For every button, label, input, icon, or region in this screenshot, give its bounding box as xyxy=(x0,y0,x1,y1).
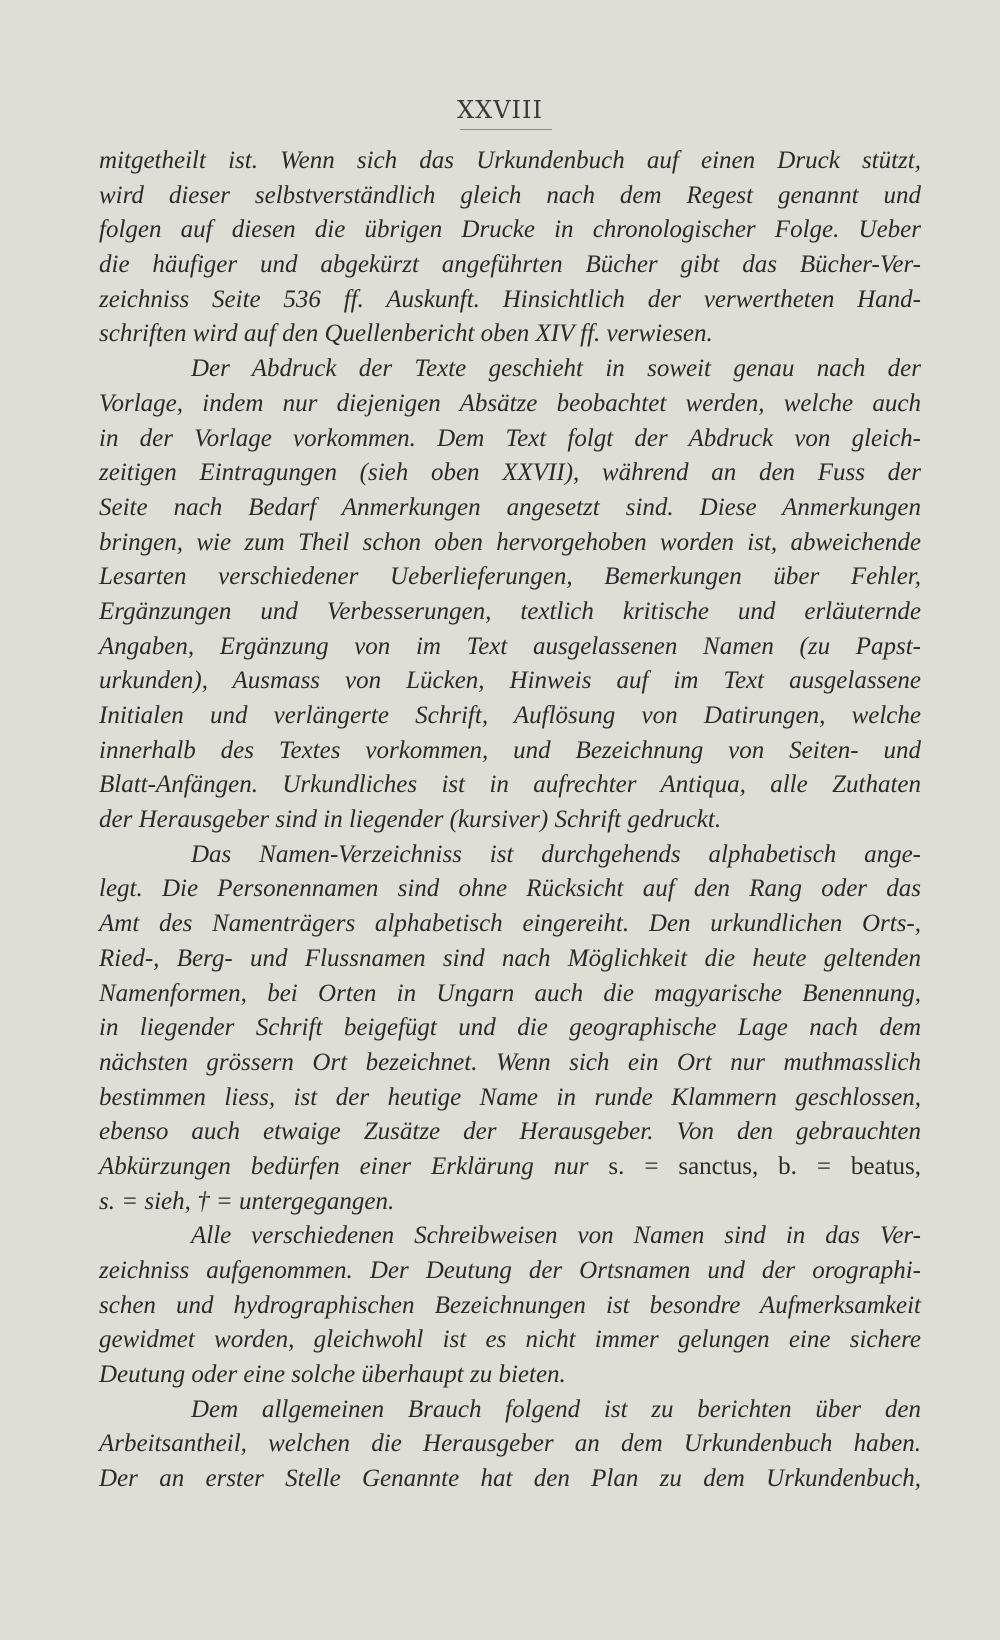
page-number-underline xyxy=(460,129,552,130)
paragraph-2 xyxy=(99,352,921,838)
text-line: der Herausgeber sind in liegender (kursiver) Schrift gedruckt. xyxy=(99,806,722,834)
text-line: Alle verschiedenen Schreibweisen von Namen sind in das Ver- xyxy=(191,1222,921,1250)
text-line: zeichniss aufgenommen. Der Deutung der Ortsnamen und der orographi- xyxy=(99,1257,921,1284)
text-line: s. = sieh, † = untergegangen. xyxy=(99,1187,395,1215)
text-line: wird dieser selbstverständlich gleich nach dem Regest genannt und xyxy=(99,181,921,209)
text-line: mitgetheilt ist. Wenn sich das Urkundenbuch auf einen Druck stützt, xyxy=(99,147,921,174)
text-line: Blatt-Anfängen. Urkundliches ist in aufrechter Antiqua, alle Zuthaten xyxy=(99,771,921,799)
abbreviation-beatus: b. = beatus, xyxy=(778,1152,922,1180)
text-line: nächsten grössern Ort bezeichnet. Wenn sich ein Ort nur muthmasslich xyxy=(99,1048,921,1076)
body-text xyxy=(99,144,921,1497)
text-line: Das Namen-Verzeichniss ist durchgehends alphabetisch ange- xyxy=(191,840,921,868)
text-line: Dem allgemeinen Brauch folgend ist zu berichten über den xyxy=(191,1395,921,1423)
text-line: Ried-, Berg- und Flussnamen sind nach Möglichkeit die heute geltenden xyxy=(99,944,921,972)
text-line: Ergänzungen und Verbesserungen, textlich kritische und erläuternde xyxy=(99,597,921,625)
text-line: gewidmet worden, gleichwohl ist es nicht immer gelungen eine sichere xyxy=(99,1326,921,1354)
text-line: in der Vorlage vorkommen. Dem Text folgt der Abdruck von gleich- xyxy=(99,424,921,452)
text-line: Initialen und verlängerte Schrift, Auflösung von Datirungen, welche xyxy=(99,702,921,729)
abbreviation-line xyxy=(99,1150,921,1185)
text-line: Seite nach Bedarf Anmerkungen angesetzt sind. Diese Anmerkungen xyxy=(99,493,921,521)
text-line: urkunden), Ausmass von Lücken, Hinweis auf im Text ausgelassene xyxy=(99,667,921,695)
paragraph-5 xyxy=(99,1393,921,1497)
text-line: schen und hydrographischen Bezeichnungen ist besondre Aufmerksamkeit xyxy=(99,1291,921,1319)
text-line: zeichniss Seite 536 ff. Auskunft. Hinsichtlich der verwertheten Hand- xyxy=(99,285,921,313)
text-line: Deutung oder eine solche überhaupt zu bieten. xyxy=(99,1361,566,1389)
text-line: Angaben, Ergänzung von im Text ausgelassenen Namen (zu Papst- xyxy=(99,632,921,660)
page-number: XXVIII xyxy=(457,96,543,124)
text-line: innerhalb des Textes vorkommen, und Bezeichnung von Seiten- und xyxy=(99,736,921,764)
text-line: zeitigen Eintragungen (sieh oben XXVII), während an den Fuss der xyxy=(99,459,921,487)
text-line: Vorlage, indem nur diejenigen Absätze beobachtet werden, welche auch xyxy=(99,389,921,417)
paragraph-3 xyxy=(99,838,921,1220)
paragraph-1 xyxy=(99,144,921,352)
text-line: in liegender Schrift beigefügt und die geographische Lage nach dem xyxy=(99,1014,921,1042)
text-line: ebenso auch etwaige Zusätze der Herausgeber. Von den gebrauchten xyxy=(99,1118,921,1146)
text-line: die häufiger und abgekürzt angeführten Bücher gibt das Bücher-Ver- xyxy=(99,251,921,279)
text-line: Der an erster Stelle Genannte hat den Plan zu dem Urkundenbuch, xyxy=(99,1465,921,1493)
text-line: legt. Die Personennamen sind ohne Rücksicht auf den Rang oder das xyxy=(99,875,921,903)
text-line: bringen, wie zum Theil schon oben hervorgehoben worden ist, abweichende xyxy=(99,528,921,556)
abbreviation-lead: Abkürzungen bedürfen einer Erklärung nur xyxy=(99,1152,589,1180)
text-line: Namenformen, bei Orten in Ungarn auch die magyarische Benennung, xyxy=(99,979,921,1007)
text-line: bestimmen liess, ist der heutige Name in runde Klammern geschlossen, xyxy=(99,1083,921,1111)
text-line: folgen auf diesen die übrigen Drucke in chronologischer Folge. Ueber xyxy=(99,216,921,244)
text-line: Arbeitsantheil, welchen die Herausgeber an dem Urkundenbuch haben. xyxy=(99,1430,921,1458)
text-line: Lesarten verschiedener Ueberlieferungen, Bemerkungen über Fehler, xyxy=(99,563,921,591)
abbreviation-sanctus: s. = sanctus, xyxy=(608,1152,759,1180)
text-line: schriften wird auf den Quellenbericht oben XIV ff. verwiesen. xyxy=(99,320,713,348)
text-line: Amt des Namenträgers alphabetisch eingereiht. Den urkundlichen Orts-, xyxy=(99,910,921,938)
text-line: Der Abdruck der Texte geschieht in soweit genau nach der xyxy=(191,355,921,383)
paragraph-4 xyxy=(99,1219,921,1392)
